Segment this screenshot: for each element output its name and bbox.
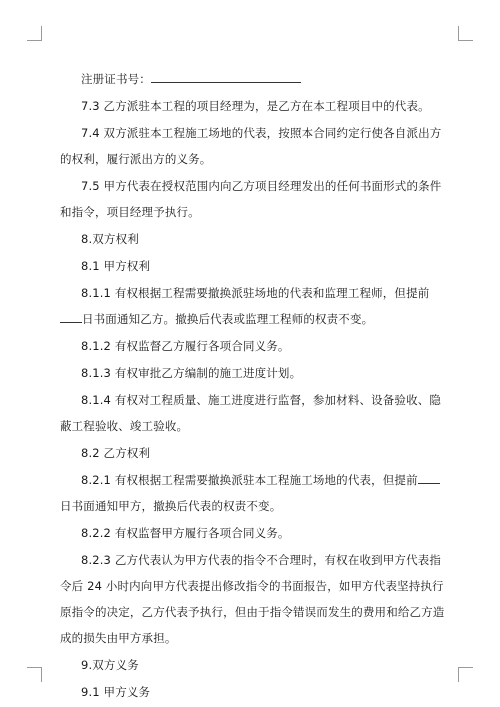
document-body [60,66,445,706]
clause-7-4: 7.4 双方派驻本工程施工场地的代表，按照本合同约定行使各自派出方的权利，履行派出方的义务。 [60,126,442,166]
registration-label: 注册证书号： [81,72,151,86]
section-9-1-heading: 9.1 甲方义务 [81,685,151,699]
crop-mark-top-right [458,26,473,41]
section-9-heading: 9.双方义务 [81,658,139,672]
registration-number-blank[interactable] [151,70,301,83]
crop-mark-bottom-left [27,667,42,682]
clause-8-1-1-text-after: 日书面通知乙方。撤换后代表或监理工程师的权责不变。 [82,312,374,326]
days-blank[interactable] [60,310,82,323]
clause-8-1-3: 8.1.3 有权审批乙方编制的施工进度计划。 [81,366,302,380]
clause-8-2-2: 8.2.2 有权监督甲方履行各项合同义务。 [81,526,290,540]
crop-mark-bottom-right [458,667,473,682]
clause-8-1-1 [60,280,445,332]
clause-7-5: 7.5 甲方代表在授权范围内向乙方项目经理发出的任何书面形式的条件和指令，项目经理予执行。 [60,179,442,219]
section-8-1-heading: 8.1 甲方权利 [81,259,151,273]
clause-8-2-1 [60,467,445,519]
crop-mark-top-left [27,26,42,41]
section-8-2-heading: 8.2 乙方权利 [81,446,151,460]
clause-8-1-2: 8.1.2 有权监督乙方履行各项合同义务。 [81,339,290,353]
section-8-heading: 8.双方权利 [81,232,139,246]
days-blank[interactable] [418,471,440,484]
clause-7-3: 7.3 乙方派驻本工程的项目经理为，是乙方在本工程项目中的代表。 [81,99,430,113]
clause-8-1-1-text-before: 8.1.1 有权根据工程需要撤换派驻场地的代表和监理工程师，但提前 [81,286,430,300]
registration-number-line [60,66,445,92]
clause-8-1-4: 8.1.4 有权对工程质量、施工进度进行监督，参加材料、设备验收、隐蔽工程验收、竣工验收。 [60,393,442,433]
clause-8-2-3: 8.2.3 乙方代表认为甲方代表的指令不合理时，有权在收到甲方代表指令后 24 小时内向甲方代表提出修改指令的书面报告，如甲方代表坚持执行原指令的决定，乙方代表予执行，但由于指令错误而发生的费用和给乙方造成的损失由甲方承担。 [60,553,445,645]
clause-8-2-1-text-before: 8.2.1 有权根据工程需要撤换派驻本工程施工场地的代表，但提前 [81,473,418,487]
clause-8-2-1-text-after: 日书面通知甲方，撤换后代表的权责不变。 [60,499,282,513]
